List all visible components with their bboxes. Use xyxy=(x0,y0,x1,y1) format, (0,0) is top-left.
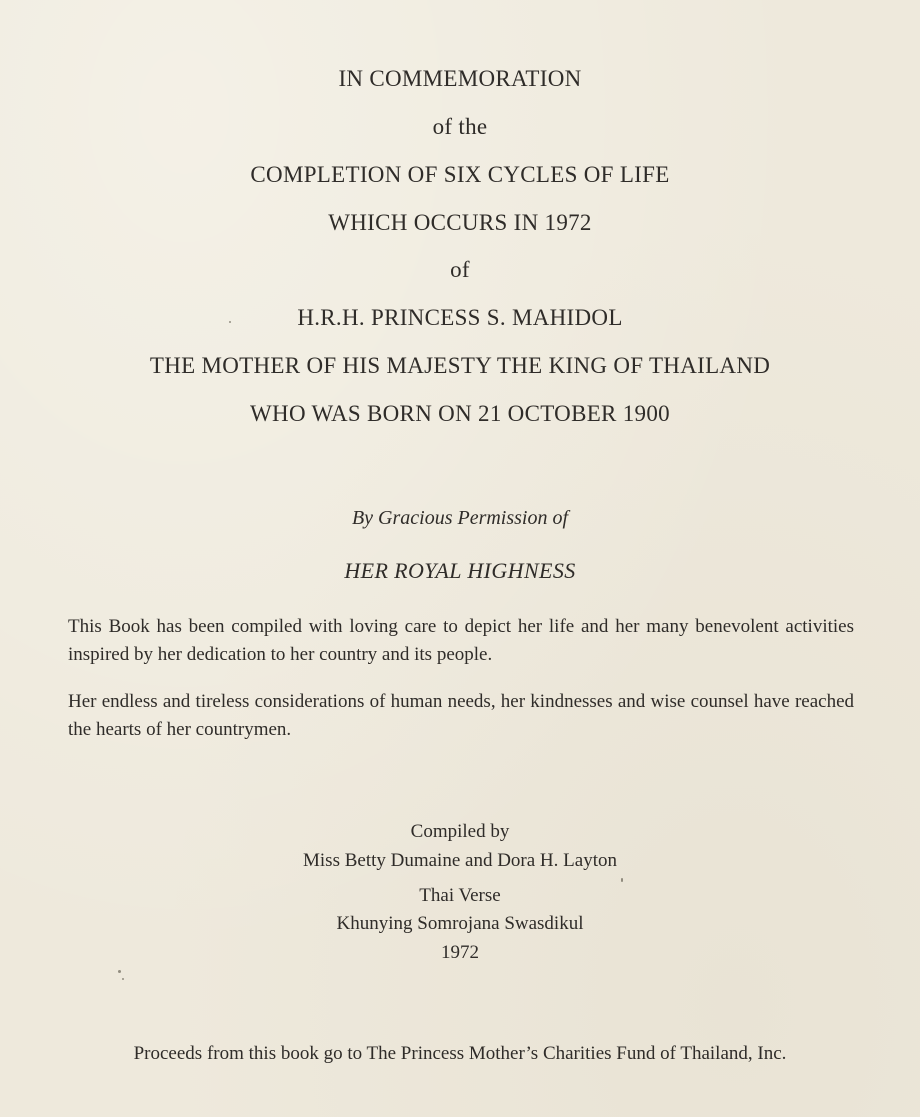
verse-author: Khunying Somrojana Swasdikul xyxy=(336,913,584,934)
heading-line-4: WHICH OCCURS IN 1972 xyxy=(328,210,592,235)
proceeds-note: Proceeds from this book go to The Princess Mother’s Charities Fund of Thailand, Inc. xyxy=(133,1043,787,1064)
thai-verse-label: Thai Verse xyxy=(419,885,501,906)
heading-line-7: THE MOTHER OF HIS MAJESTY THE KING OF THAILAND xyxy=(149,353,771,378)
paper-speck xyxy=(118,970,121,973)
heading-line-6: H.R.H. PRINCESS S. MAHIDOL xyxy=(297,305,623,330)
paper-speck xyxy=(122,978,124,980)
royal-highness-line: HER ROYAL HIGHNESS xyxy=(344,558,576,583)
paper-speck xyxy=(621,878,623,882)
heading-line-1: IN COMMEMORATION xyxy=(338,66,582,91)
heading-line-3: COMPLETION OF SIX CYCLES OF LIFE xyxy=(250,162,670,187)
intro-paragraph-1: This Book has been compiled with loving care to depict her life and her many benevolent activities inspired by her dedication to her country and its people. xyxy=(68,616,854,665)
permission-line: By Gracious Permission of xyxy=(351,507,569,529)
heading-line-2: of the xyxy=(432,114,488,139)
publication-year: 1972 xyxy=(441,942,479,963)
compilers-names: Miss Betty Dumaine and Dora H. Layton xyxy=(303,850,617,871)
compiled-by-label: Compiled by xyxy=(410,821,510,842)
heading-line-5: of xyxy=(450,257,470,282)
heading-line-8: WHO WAS BORN ON 21 OCTOBER 1900 xyxy=(250,401,670,426)
paper-speck xyxy=(229,321,231,323)
intro-paragraph-2: Her endless and tireless considerations of human needs, her kindnesses and wise counsel have reached the hearts of her countrymen. xyxy=(68,691,854,740)
